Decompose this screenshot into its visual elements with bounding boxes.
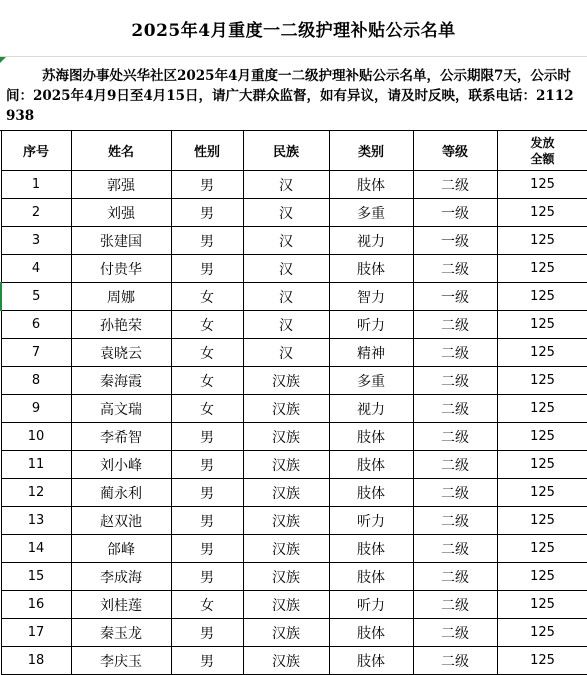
table-row <box>1 367 587 395</box>
cell-gender[interactable]: 女 <box>171 311 243 339</box>
cell-category[interactable]: 视力 <box>329 227 413 255</box>
cell-level[interactable]: 二级 <box>413 171 497 199</box>
cell-ethnicity[interactable]: 汉 <box>243 339 329 367</box>
cell-serial[interactable]: 15 <box>1 563 71 591</box>
cell-serial[interactable]: 9 <box>1 395 71 423</box>
cell-amount[interactable]: 125 <box>497 591 587 619</box>
table-row <box>1 227 587 255</box>
cell-ethnicity[interactable]: 汉族 <box>243 507 329 535</box>
cell-gender[interactable]: 男 <box>171 647 243 675</box>
cell-level[interactable]: 二级 <box>413 367 497 395</box>
cell-amount[interactable]: 125 <box>497 423 587 451</box>
table-row <box>1 479 587 507</box>
cell-category[interactable]: 听力 <box>329 591 413 619</box>
cell-serial[interactable]: 16 <box>1 591 71 619</box>
cell-ethnicity[interactable]: 汉族 <box>243 563 329 591</box>
cell-amount[interactable]: 125 <box>497 479 587 507</box>
cell-name[interactable]: 高文瑞 <box>71 395 171 423</box>
cell-ethnicity[interactable]: 汉 <box>243 199 329 227</box>
header-category[interactable]: 类别 <box>329 131 413 171</box>
cell-amount[interactable]: 125 <box>497 535 587 563</box>
cell-category[interactable]: 听力 <box>329 507 413 535</box>
cell-level[interactable]: 二级 <box>413 451 497 479</box>
cell-gender[interactable]: 女 <box>171 367 243 395</box>
cell-gender[interactable]: 女 <box>171 283 243 311</box>
cell-serial[interactable]: 3 <box>1 227 71 255</box>
cell-category[interactable]: 肢体 <box>329 255 413 283</box>
cell-level[interactable]: 一级 <box>413 227 497 255</box>
header-name[interactable]: 姓名 <box>71 131 171 171</box>
cell-level[interactable]: 二级 <box>413 591 497 619</box>
cell-name[interactable]: 李成海 <box>71 563 171 591</box>
cell-level[interactable]: 二级 <box>413 395 497 423</box>
cell-gender[interactable]: 男 <box>171 451 243 479</box>
cell-category[interactable]: 肢体 <box>329 423 413 451</box>
cell-gender[interactable]: 男 <box>171 619 243 647</box>
cell-category[interactable]: 多重 <box>329 367 413 395</box>
table-row <box>1 647 587 675</box>
cell-level[interactable]: 二级 <box>413 423 497 451</box>
cell-gender[interactable]: 男 <box>171 227 243 255</box>
notice-row[interactable] <box>0 57 587 131</box>
cell-category[interactable]: 肢体 <box>329 619 413 647</box>
cell-ethnicity[interactable]: 汉族 <box>243 479 329 507</box>
cell-serial[interactable]: 13 <box>1 507 71 535</box>
cell-gender[interactable]: 男 <box>171 479 243 507</box>
table-row <box>1 507 587 535</box>
header-level[interactable]: 等级 <box>413 131 497 171</box>
cell-category[interactable]: 肢体 <box>329 171 413 199</box>
cell-level[interactable]: 二级 <box>413 255 497 283</box>
cell-ethnicity[interactable]: 汉族 <box>243 367 329 395</box>
cell-level[interactable]: 二级 <box>413 619 497 647</box>
cell-level[interactable]: 二级 <box>413 339 497 367</box>
title-row[interactable] <box>0 0 587 57</box>
cell-amount[interactable]: 125 <box>497 255 587 283</box>
cell-ethnicity[interactable]: 汉 <box>243 171 329 199</box>
cell-amount[interactable]: 125 <box>497 283 587 311</box>
notice-text: 苏海图办事处兴华社区2025年4月重度一二级护理补贴公示名单，公示期限7天，公示时间：2025年4月9日至4月15日，请广大群众监督，如有异议，请及时反映，联系电话：2112938 <box>6 68 574 124</box>
cell-gender[interactable]: 男 <box>171 507 243 535</box>
cell-ethnicity[interactable]: 汉 <box>243 255 329 283</box>
cell-serial[interactable]: 7 <box>1 339 71 367</box>
cell-gender[interactable]: 女 <box>171 395 243 423</box>
cell-name[interactable]: 张建国 <box>71 227 171 255</box>
cell-serial[interactable]: 2 <box>1 199 71 227</box>
cell-amount[interactable]: 125 <box>497 367 587 395</box>
cell-gender[interactable]: 男 <box>171 199 243 227</box>
cell-amount[interactable]: 125 <box>497 619 587 647</box>
cell-ethnicity[interactable]: 汉 <box>243 283 329 311</box>
table-row <box>1 199 587 227</box>
cell-ethnicity[interactable]: 汉 <box>243 227 329 255</box>
table-row <box>1 591 587 619</box>
cell-gender[interactable]: 男 <box>171 563 243 591</box>
cell-name[interactable]: 秦玉龙 <box>71 619 171 647</box>
cell-serial[interactable]: 17 <box>1 619 71 647</box>
cell-category[interactable]: 肢体 <box>329 535 413 563</box>
table-row <box>1 423 587 451</box>
table-header-row <box>1 131 587 171</box>
cell-name[interactable]: 郭强 <box>71 171 171 199</box>
cell-category[interactable]: 智力 <box>329 283 413 311</box>
cell-gender[interactable]: 男 <box>171 255 243 283</box>
subsidy-table <box>0 130 587 675</box>
cell-serial[interactable]: 11 <box>1 451 71 479</box>
header-amount[interactable] <box>497 131 587 171</box>
header-gender[interactable]: 性别 <box>171 131 243 171</box>
cell-category[interactable]: 听力 <box>329 311 413 339</box>
table-row <box>1 451 587 479</box>
cell-level[interactable]: 二级 <box>413 311 497 339</box>
cell-name[interactable]: 李希智 <box>71 423 171 451</box>
cell-amount[interactable]: 125 <box>497 647 587 675</box>
cell-gender[interactable]: 女 <box>171 339 243 367</box>
cell-amount[interactable]: 125 <box>497 507 587 535</box>
page-title: 2025年4月重度一二级护理补贴公示名单 <box>131 20 456 41</box>
header-amount-label: 发放全额 <box>530 135 555 166</box>
table-row <box>1 339 587 367</box>
cell-name[interactable]: 袁晓云 <box>71 339 171 367</box>
table-row <box>1 171 587 199</box>
cell-ethnicity[interactable]: 汉族 <box>243 535 329 563</box>
cell-name[interactable]: 郃峰 <box>71 535 171 563</box>
cell-level[interactable]: 二级 <box>413 535 497 563</box>
cell-amount[interactable]: 125 <box>497 171 587 199</box>
cell-level[interactable]: 二级 <box>413 479 497 507</box>
cell-gender[interactable]: 女 <box>171 591 243 619</box>
table-row <box>1 255 587 283</box>
cell-name[interactable]: 李庆玉 <box>71 647 171 675</box>
cell-ethnicity[interactable]: 汉族 <box>243 619 329 647</box>
cell-ethnicity[interactable]: 汉族 <box>243 451 329 479</box>
cell-gender[interactable]: 男 <box>171 535 243 563</box>
cell-name[interactable]: 蔺永利 <box>71 479 171 507</box>
cell-amount[interactable]: 125 <box>497 199 587 227</box>
cell-serial[interactable]: 5 <box>1 283 71 311</box>
table-body <box>1 171 587 675</box>
cell-level[interactable]: 二级 <box>413 507 497 535</box>
cell-category[interactable]: 视力 <box>329 395 413 423</box>
cell-name[interactable]: 刘小峰 <box>71 451 171 479</box>
cell-name[interactable]: 周娜 <box>71 283 171 311</box>
cell-serial[interactable]: 4 <box>1 255 71 283</box>
cell-level[interactable]: 一级 <box>413 199 497 227</box>
cell-amount[interactable]: 125 <box>497 563 587 591</box>
cell-ethnicity[interactable]: 汉族 <box>243 591 329 619</box>
cell-amount[interactable]: 125 <box>497 227 587 255</box>
cell-category[interactable]: 肢体 <box>329 647 413 675</box>
cell-level[interactable]: 二级 <box>413 563 497 591</box>
header-serial[interactable]: 序号 <box>1 131 71 171</box>
table-row <box>1 283 587 311</box>
cell-ethnicity[interactable]: 汉 <box>243 311 329 339</box>
cell-serial[interactable]: 8 <box>1 367 71 395</box>
cell-serial[interactable]: 18 <box>1 647 71 675</box>
cell-gender[interactable]: 男 <box>171 171 243 199</box>
cell-gender[interactable]: 男 <box>171 423 243 451</box>
cell-name[interactable]: 孙艳荣 <box>71 311 171 339</box>
cell-ethnicity[interactable]: 汉族 <box>243 395 329 423</box>
table-row <box>1 535 587 563</box>
cell-category[interactable]: 肢体 <box>329 563 413 591</box>
cell-name[interactable]: 付贵华 <box>71 255 171 283</box>
cell-amount[interactable]: 125 <box>497 339 587 367</box>
cell-category[interactable]: 多重 <box>329 199 413 227</box>
cell-level[interactable]: 一级 <box>413 283 497 311</box>
cell-name[interactable]: 刘强 <box>71 199 171 227</box>
cell-name[interactable]: 刘桂莲 <box>71 591 171 619</box>
cell-ethnicity[interactable]: 汉族 <box>243 423 329 451</box>
cell-category[interactable]: 肢体 <box>329 479 413 507</box>
cell-name[interactable]: 秦海霞 <box>71 367 171 395</box>
cell-name[interactable]: 赵双池 <box>71 507 171 535</box>
cell-category[interactable]: 肢体 <box>329 451 413 479</box>
cell-amount[interactable]: 125 <box>497 311 587 339</box>
cell-category[interactable]: 精神 <box>329 339 413 367</box>
cell-error-marker-icon <box>0 57 6 63</box>
cell-serial[interactable]: 1 <box>1 171 71 199</box>
cell-serial[interactable]: 10 <box>1 423 71 451</box>
cell-ethnicity[interactable]: 汉族 <box>243 647 329 675</box>
table-row <box>1 619 587 647</box>
cell-level[interactable]: 二级 <box>413 647 497 675</box>
cell-amount[interactable]: 125 <box>497 451 587 479</box>
cell-serial[interactable]: 6 <box>1 311 71 339</box>
header-ethnicity[interactable]: 民族 <box>243 131 329 171</box>
cell-serial[interactable]: 12 <box>1 479 71 507</box>
table-row <box>1 563 587 591</box>
cell-amount[interactable]: 125 <box>497 395 587 423</box>
table-row <box>1 311 587 339</box>
table-row <box>1 395 587 423</box>
cell-serial[interactable]: 14 <box>1 535 71 563</box>
